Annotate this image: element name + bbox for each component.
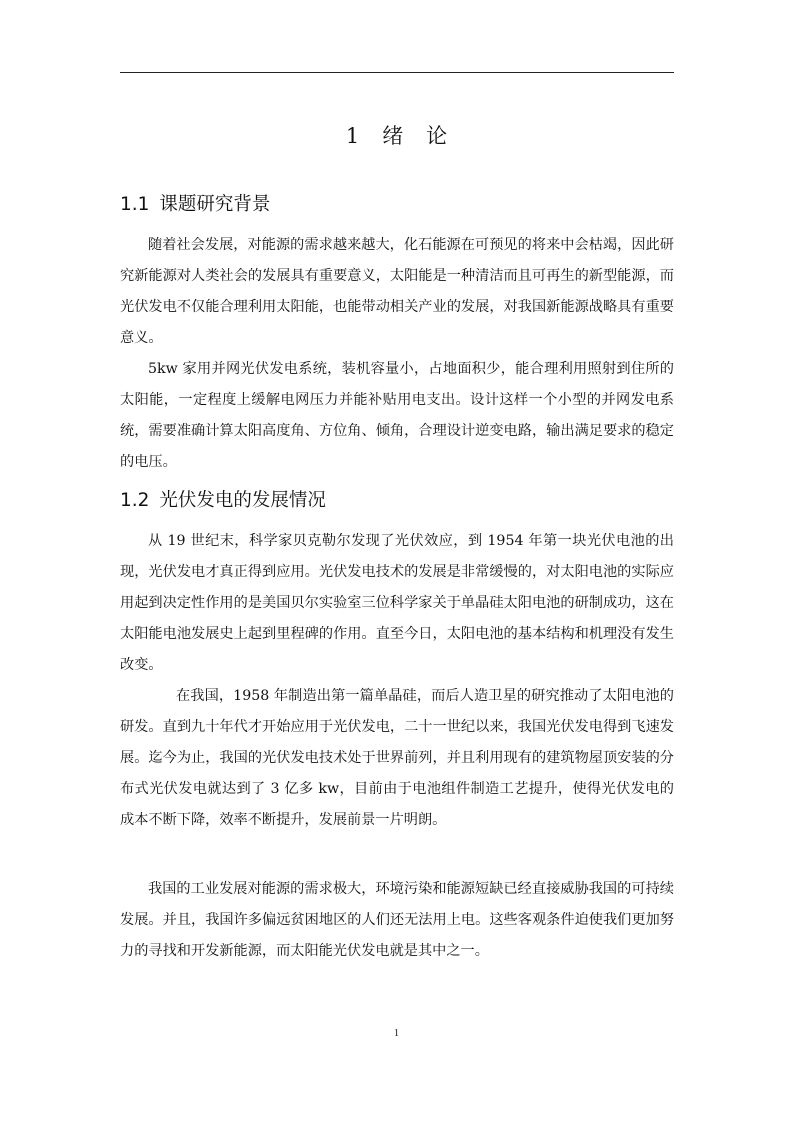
section-heading-1-1: [120, 192, 674, 218]
section-title: 光伏发电的发展情况: [159, 490, 326, 511]
paragraph-background-2: 5kw 家用并网光伏发电系统，装机容量小，占地面积少，能合理利用照射到住所的太阳能，一定程度上缓解电网压力并能补贴用电支出。设计这样一个小型的并网发电系统，需要准确计算太阳高度角、方位角、倾角，合理设计逆变电路，输出满足要求的稳定的电压。: [120, 361, 674, 470]
chapter-title: [120, 122, 674, 150]
paragraph-development-3: 我国的工业发展对能源的需求极大，环境污染和能源短缺已经直接威胁我国的可持续发展。并且，我国许多偏远贫困地区的人们还无法用上电。这些客观条件迫使我们更加努力的寻找和开发新能源，而太阳能光伏发电就是其中之一。: [120, 881, 674, 959]
paragraph-development-2: 在我国，1958 年制造出第一篇单晶硅，而后人造卫星的研究推动了太阳电池的研发。直到九十年代才开始应用于光伏发电，二十一世纪以来，我国光伏发电得到飞速发展。迄今为止，我国的光伏发电技术处于世界前列，并且利用现有的建筑物屋顶安装的分布式光伏发电就达到了 3 亿多 kw，目前由于电池组件制造工艺提升，使得光伏发电的成本不断下降，效率不断提升，发展前景一片明朗。: [120, 688, 674, 828]
paragraph-background-1: 随着社会发展，对能源的需求越来越大，化石能源在可预见的将来中会枯竭，因此研究新能源对人类社会的发展具有重要意义，太阳能是一种清洁而且可再生的新型能源，而光伏发电不仅能合理利用太阳能，也能带动相关产业的发展，对我国新能源战略具有重要意义。: [120, 237, 674, 346]
chapter-number: 1: [345, 124, 361, 148]
section-number: 1.1: [120, 194, 150, 215]
header-rule: [120, 72, 674, 73]
chapter-title-text: 绪 论: [382, 124, 449, 148]
paragraph-development-1: 从 19 世纪末，科学家贝克勒尔发现了光伏效应，到 1954 年第一块光伏电池的出现，光伏发电才真正得到应用。光伏发电技术的发展是非常缓慢的，对太阳电池的实际应用起到决定性作用的是美国贝尔实验室三位科学家关于单晶硅太阳电池的研制成功，这在太阳能电池发展史上起到里程碑的作用。直至今日，太阳电池的基本结构和机理没有发生改变。: [120, 533, 674, 673]
section-number: 1.2: [120, 490, 150, 511]
section-heading-1-2: [120, 488, 674, 514]
section-title: 课题研究背景: [159, 194, 271, 215]
page-number: 1: [394, 1028, 399, 1039]
